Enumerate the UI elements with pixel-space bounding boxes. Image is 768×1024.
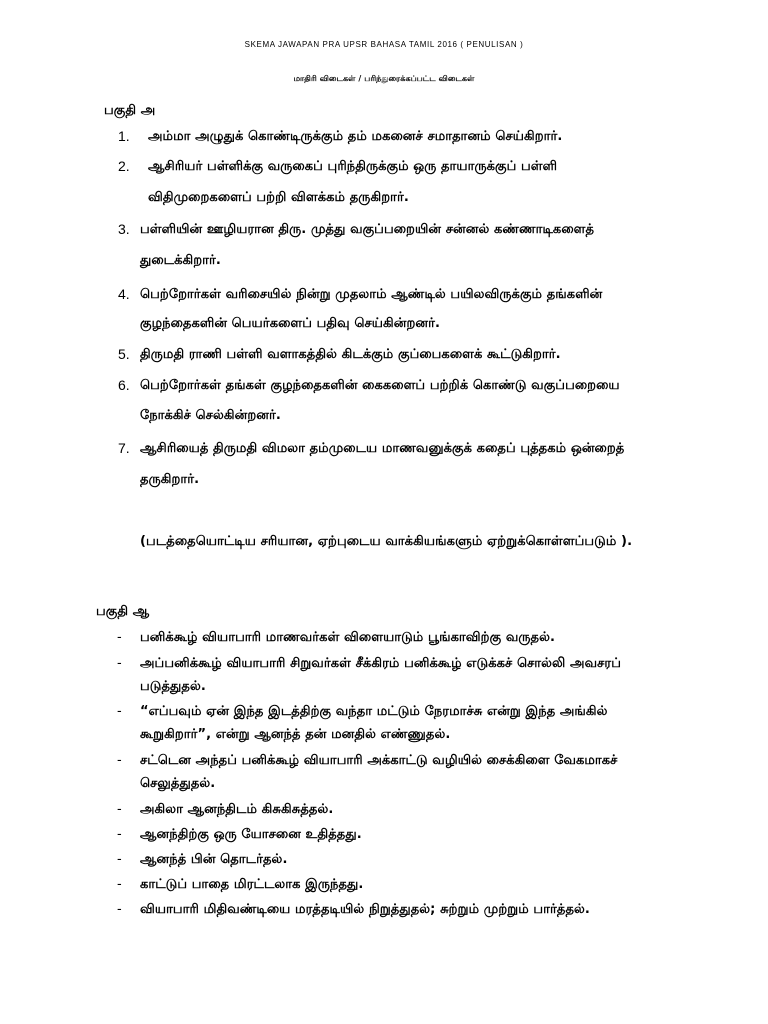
bullet-dash: - [117,702,122,718]
item-text: சட்டென அந்தப் பனிக்கூழ் வியாபாரி அக்காட்டு வழியில் சைக்கிளை வேகமாகச் [140,753,618,768]
item-number: 3. [118,221,130,237]
item-text: கூறுகிறார்”, என்று ஆனந்த் தன் மனதில் எண்ணுதல். [140,727,451,742]
item-text: ஆனந்திற்கு ஒரு யோசனை உதித்தது. [140,827,362,842]
bullet-dash: - [117,751,122,767]
item-number: 7. [118,440,130,456]
item-number: 6. [118,377,130,393]
item-text: பெற்றோர்கள் தங்கள் குழந்தைகளின் கைகளைப் பற்றிக் கொண்டு வகுப்பறையை [140,378,620,393]
section-a-note: (படத்தையொட்டிய சரியான, ஏற்புடைய வாக்கியங்களும் ஏற்றுக்கொள்ளப்படும் ). [140,534,633,549]
item-text: செலுத்துதல். [140,776,216,791]
section-a-heading: பகுதி அ [104,103,156,118]
item-text: பெற்றோர்கள் வரிசையில் நின்று முதலாம் ஆண்டில் பயிலவிருக்கும் தங்களின் [140,287,603,302]
item-text: ஆனந்த் பின் தொடர்தல். [140,852,288,867]
bullet-dash: - [117,628,122,644]
bullet-dash: - [117,850,122,866]
item-text: அப்பனிக்கூழ் வியாபாரி சிறுவர்கள் சீக்கிரம் பனிக்கூழ் எடுக்கச் சொல்லி அவசரப் [140,656,621,671]
item-text: நோக்கிச் செல்கின்றனர். [140,408,281,423]
item-text: குழந்தைகளின் பெயர்களைப் பதிவு செய்கின்றனர். [140,316,441,331]
item-number: 1. [118,128,130,144]
item-text: ஆசிரியைத் திருமதி விமலா தம்முடைய மாணவனுக்குக் கதைப் புத்தகம் ஒன்றைத் [140,441,625,456]
bullet-dash: - [117,825,122,841]
item-text: விதிமுறைகளைப் பற்றி விளக்கம் தருகிறார். [148,190,409,205]
bullet-dash: - [117,654,122,670]
item-text: திருமதி ராணி பள்ளி வளாகத்தில் கிடக்கும் குப்பைகளைக் கூட்டுகிறார். [140,347,561,362]
document-title: SKEMA JAWAPAN PRA UPSR BAHASA TAMIL 2016 ( PENULISAN ) [244,40,524,49]
item-text: பள்ளியின் ஊழியரான திரு. முத்து வகுப்பறையின் சன்னல் கண்ணாடிகளைத் [140,222,595,237]
item-text: “எப்பவும் ஏன் இந்த இடத்திற்கு வந்தா மட்டும் நேரமாச்சு என்று இந்த அங்கில் [140,704,608,719]
item-text: துடைக்கிறார். [140,253,221,268]
item-text: வியாபாரி மிதிவண்டியை மரத்தடியில் நிறுத்துதல்; சுற்றும் முற்றும் பார்த்தல். [140,902,590,917]
item-text: காட்டுப் பாதை மிரட்டலாக இருந்தது. [140,877,364,892]
item-number: 2. [118,158,130,174]
item-number: 4. [118,286,130,302]
item-text: படுத்துதல். [140,679,206,694]
item-text: பனிக்கூழ் வியாபாரி மாணவர்கள் விளையாடும் பூங்காவிற்கு வருதல். [140,630,556,645]
item-number: 5. [118,346,130,362]
section-b-heading: பகுதி ஆ [96,604,150,619]
bullet-dash: - [117,875,122,891]
bullet-dash: - [117,800,122,816]
item-text: அகிலா ஆனந்திடம் கிசுகிசுத்தல். [140,802,334,817]
document-subtitle: மாதிரி விடைகள் / பரிந்துரைக்கப்பட்ட விடைகள் [293,74,475,83]
item-text: ஆசிரியர் பள்ளிக்கு வருகைப் புரிந்திருக்கும் ஒரு தாயாருக்குப் பள்ளி [148,159,558,174]
item-text: தருகிறார். [140,472,200,487]
item-text: அம்மா அழுதுக் கொண்டிருக்கும் தம் மகனைச் சமாதானம் செய்கிறார். [148,129,563,144]
bullet-dash: - [117,900,122,916]
